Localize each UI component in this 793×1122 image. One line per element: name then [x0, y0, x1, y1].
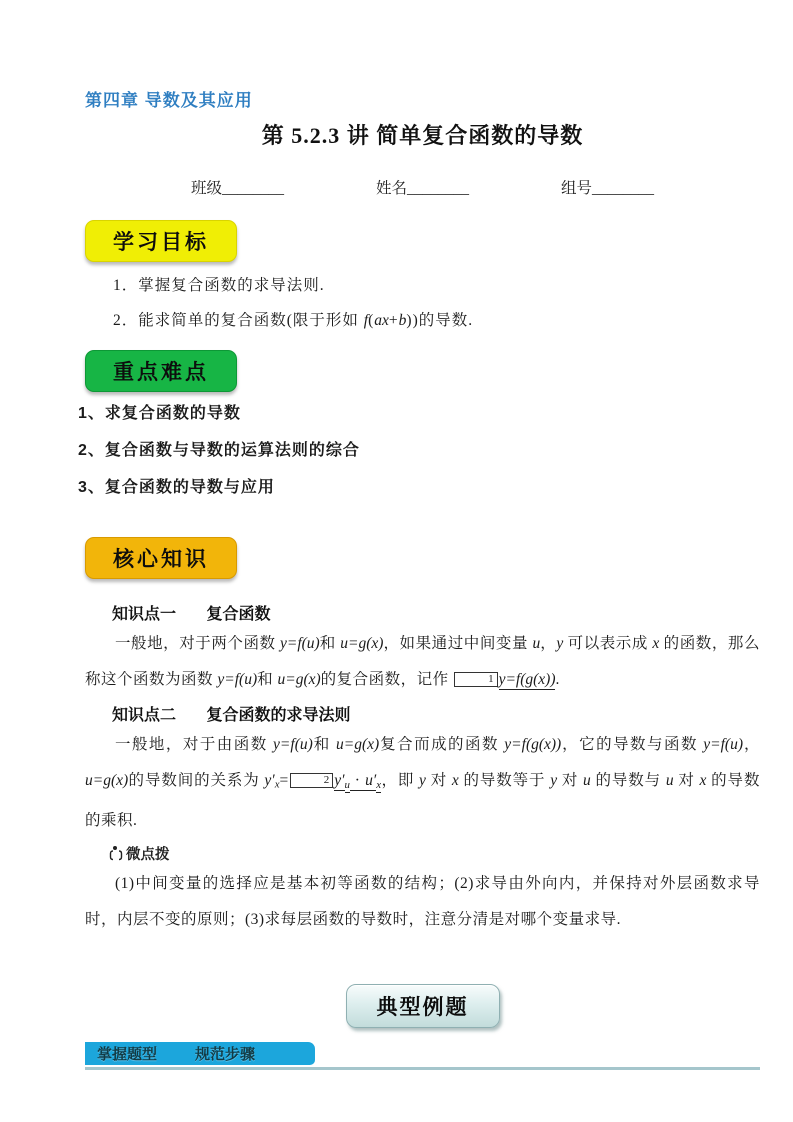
- student-info-row: [85, 176, 760, 198]
- examples-section-header: [85, 1042, 760, 1070]
- examples-bar-right-label: 规范步骤: [195, 1045, 256, 1063]
- typical-examples-button: 典型例题: [346, 984, 500, 1028]
- core-knowledge-badge: 核心知识: [85, 537, 237, 579]
- micro-tip-heading: [85, 843, 760, 864]
- knowledge-point-2-heading: [85, 702, 760, 725]
- micro-tip-paragraph: (1)中间变量的选择应是基本初等函数的结构；(2)求导由外向内，并保持对外层函数求导时，内层不变的原则；(3)求每层函数的导数时，注意分清是对哪个变量求导.: [85, 874, 760, 928]
- group-field: 组号________: [561, 180, 655, 197]
- chapter-heading: 第四章 导数及其应用: [85, 91, 253, 110]
- name-field: 姓名________: [375, 180, 469, 197]
- chain-rule-paragraph: 一般地，对于由函数 y=f(u)和 u=g(x)复合而成的函数 y=f(g(x))，它的导数与函数 y=f(u)，u=g(x)的导数间的关系为 $y'_x= 2$ $y'_u \cdot u'_x$，即 y 对 x 的导数等于 y 对 u 的导数与 u 对 x 的导数的乘积.: [85, 736, 760, 829]
- keypoints-list: [78, 402, 760, 500]
- objective-item: 2．能求简单的复合函数(限于形如 f(ax+b))的导数.: [113, 312, 474, 329]
- class-field: 班级________: [190, 180, 284, 197]
- knowledge-point-2-title: 复合函数的求导法则: [206, 707, 351, 724]
- examples-bar: [85, 1042, 315, 1065]
- objective-item: 1．掌握复合函数的求导法则.: [113, 277, 325, 294]
- keypoint-item: 1、求复合函数的导数: [78, 405, 241, 422]
- micro-tip-label: 微点拨: [126, 846, 170, 863]
- divider-line: [85, 1067, 760, 1070]
- keypoints-badge: 重点难点: [85, 350, 237, 392]
- objectives-list: [85, 268, 760, 338]
- keypoint-item: 3、复合函数的导数与应用: [78, 479, 275, 496]
- keypoint-item: 2、复合函数与导数的运算法则的综合: [78, 442, 360, 459]
- examples-bar-left-label: 掌握题型: [97, 1045, 158, 1063]
- page-title: 第 5.2.3 讲 简单复合函数的导数: [261, 123, 584, 148]
- composite-function-definition: 一般地，对于两个函数 y=f(u)和 u=g(x)，如果通过中间变量 u，y 可以表示成 x 的函数，那么称这个函数为函数 y=f(u)和 u=g(x)的复合函数，记作 1 y=f(g(x)).: [85, 635, 760, 688]
- knowledge-point-1-label: 知识点一: [112, 606, 177, 623]
- objectives-badge: 学习目标: [85, 220, 237, 262]
- knowledge-point-2-label: 知识点二: [112, 707, 177, 724]
- knowledge-point-1-title: 复合函数: [206, 606, 271, 623]
- micro-tip-icon: [109, 845, 124, 862]
- knowledge-point-1-heading: [85, 601, 760, 624]
